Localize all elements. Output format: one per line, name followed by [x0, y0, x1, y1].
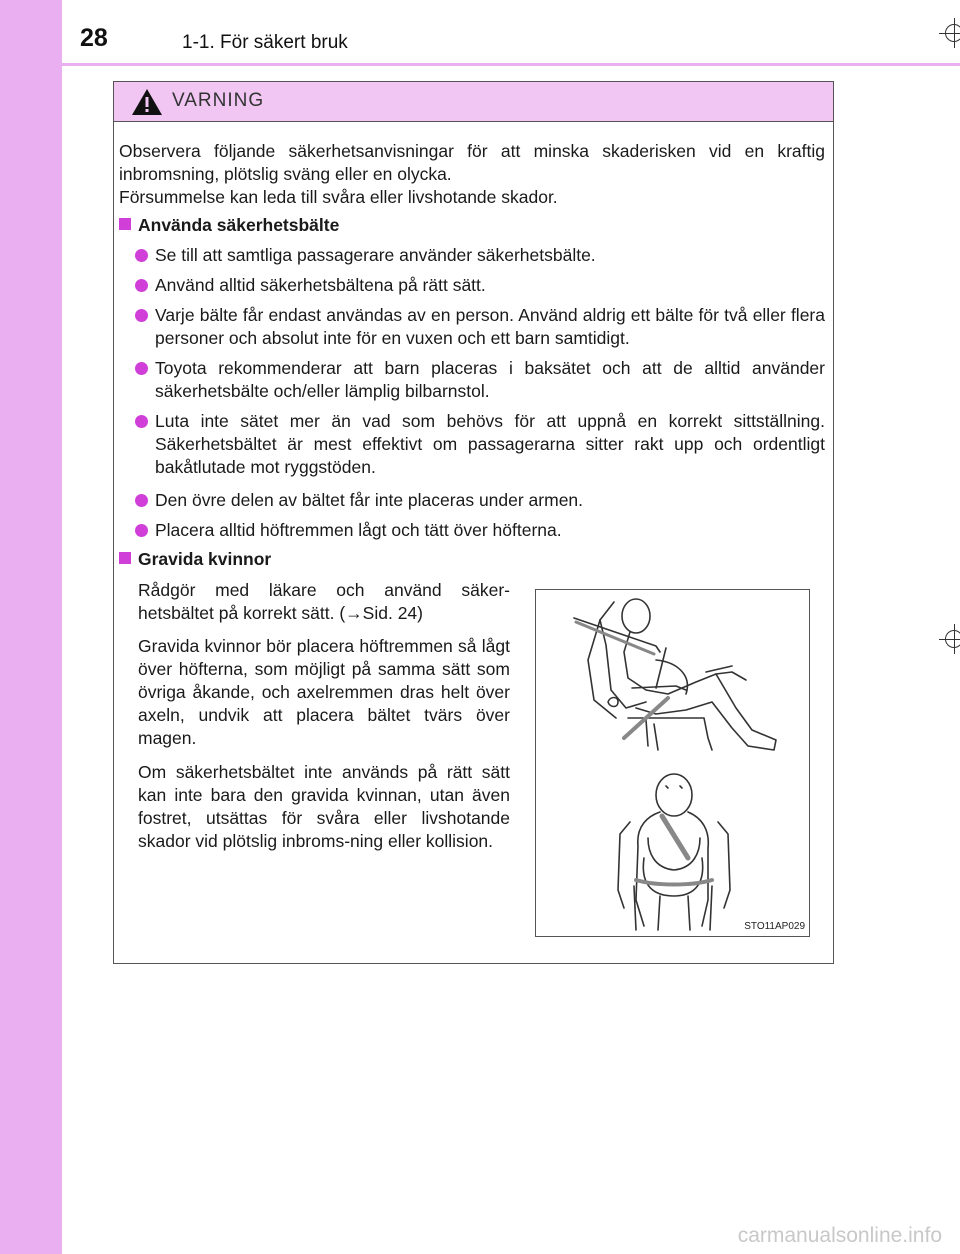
list-item: [133, 304, 825, 350]
square-bullet-icon: [119, 552, 131, 564]
page-number: 28: [80, 24, 108, 52]
paragraph: Gravida kvinnor bör placera höftremmen så lågt över höfterna, som möjligt på samma sätt som övriga åkande, och axelremmen dras helt över axeln, undvik att placera bältet tvärs över magen.: [138, 636, 510, 748]
warning-label: VARNING: [172, 90, 265, 111]
list-item: [133, 357, 825, 403]
watermark: carmanualsonline.info: [737, 1224, 942, 1247]
list-item: [133, 519, 825, 542]
heading-text: Använda säkerhetsbälte: [138, 215, 340, 235]
warning-header: [114, 82, 833, 122]
bullet-dot-icon: [135, 494, 148, 507]
heading-text: Gravida kvinnor: [138, 549, 272, 569]
seatbelt-illustration: [535, 589, 810, 937]
list-item-text: Den övre delen av bältet får inte placeras under armen.: [155, 490, 584, 510]
list-item-text: Varje bälte får endast användas av en person. Använd aldrig ett bälte för två eller flera personer och absolut inte för en vuxen och ett barn samtidigt.: [155, 305, 825, 348]
section-heading: [119, 215, 339, 236]
list-item-text: Luta inte sätet mer än vad som behövs för att uppnå en korrekt sittställning. Säkerhetsbältet är mest effektivt om passagerarna sitter rakt upp och ordentligt bakåtlutade mot ryggstöden.: [155, 411, 825, 477]
bullet-dot-icon: [135, 279, 148, 292]
intro-text: Försummelse kan leda till svåra eller livshotande skador.: [119, 187, 558, 207]
section-heading: [119, 549, 271, 570]
side-strip: [0, 0, 62, 1254]
registration-mark-icon: [939, 18, 960, 48]
warning-box: [113, 81, 834, 964]
list-item: [133, 244, 825, 267]
list-item-text: Placera alltid höftremmen lågt och tätt över höfterna.: [155, 520, 562, 540]
list-item-text: Se till att samtliga passagerare använder säkerhetsbälte.: [155, 245, 596, 265]
bullet-dot-icon: [135, 415, 148, 428]
header-rule: [62, 63, 960, 66]
list-item: [133, 410, 825, 479]
pregnant-woman-seatbelt-drawing: [536, 590, 811, 938]
bullet-dot-icon: [135, 362, 148, 375]
square-bullet-icon: [119, 218, 131, 230]
warning-triangle-icon: [130, 87, 164, 117]
figure-code: STO11AP029: [744, 921, 805, 932]
bullet-dot-icon: [135, 524, 148, 537]
page-header: [62, 0, 960, 66]
section-title: 1-1. För säkert bruk: [182, 32, 348, 53]
paragraph: Rådgör med läkare och använd säker-hetsbältet på korrekt sätt. (→Sid. 24): [138, 580, 510, 623]
list-item: [133, 274, 825, 297]
list-item-text: Använd alltid säkerhetsbältena på rätt sätt.: [155, 275, 486, 295]
registration-mark-icon: [939, 624, 960, 654]
list-item: [133, 489, 825, 512]
bullet-dot-icon: [135, 309, 148, 322]
paragraph: Om säkerhetsbältet inte används på rätt sätt kan inte bara den gravida kvinnan, utan även fostret, utsättas för svåra eller livshotande skador vid plötslig inbroms-ning eller kollision.: [138, 762, 510, 851]
list-item-text: Toyota rekommenderar att barn placeras i baksätet och att de alltid använder säkerhetsbälte och/eller lämplig bilbarnstol.: [155, 358, 825, 401]
intro-text: Observera följande säkerhetsanvisningar för att minska skaderisken vid en kraftig inbromsning, plötslig sväng eller en olycka.: [119, 141, 825, 184]
bullet-dot-icon: [135, 249, 148, 262]
